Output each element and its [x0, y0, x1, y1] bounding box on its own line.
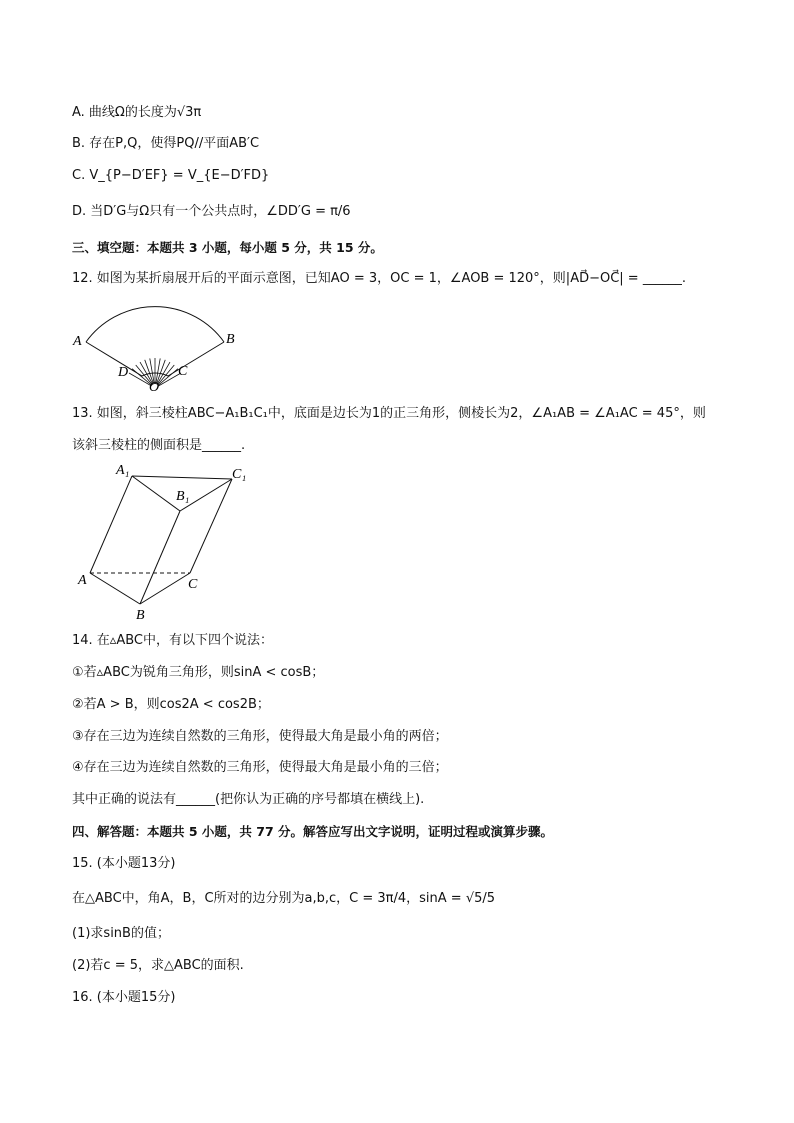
question-13-line-2: 该斜三棱柱的侧面积是______. [72, 438, 246, 453]
fan-label-d: D [118, 365, 129, 380]
question-14-statement-2: ②若A > B，则cos2A < cos2B； [72, 697, 270, 712]
section-3-header: 三、填空题：本题共 3 小题，每小题 5 分，共 15 分。 [72, 240, 383, 255]
prism-figure [72, 458, 262, 623]
question-14-stem: 14. 在▵ABC中，有以下四个说法： [72, 633, 273, 648]
question-15-part-2: (2)若c = 5，求△ABC的面积. [72, 958, 244, 973]
option-c: C. V_{P−D′EF} = V_{E−D′FD} [72, 168, 270, 183]
question-15-part-1: (1)求sinB的值； [72, 926, 170, 941]
prism-label-a: A [78, 573, 87, 588]
fan-label-b: B [226, 332, 235, 347]
question-15-title: 15. (本小题13分) [72, 856, 176, 871]
question-16-title: 16. (本小题15分) [72, 990, 176, 1005]
fan-label-o: O [149, 380, 160, 393]
fan-label-c: C [178, 364, 188, 379]
prism-label-a1: A₁ [116, 463, 130, 478]
question-13-line-1: 13. 如图，斜三棱柱ABC−A₁B₁C₁中，底面是边长为1的正三角形，侧棱长为2，∠A₁AB = ∠A₁AC = 45°，则 [72, 406, 706, 421]
fan-label-a: A [73, 334, 82, 349]
question-14-statement-3: ③存在三边为连续自然数的三角形，使得最大角是最小角的两倍； [72, 729, 448, 744]
fan-figure [70, 298, 240, 393]
prism-label-c: C [188, 577, 198, 592]
section-4-header: 四、解答题：本题共 5 小题，共 77 分。解答应写出文字说明，证明过程或演算步骤。 [72, 824, 554, 839]
option-a: A. 曲线Ω的长度为√3π [72, 105, 202, 120]
prism-label-b1: B₁ [176, 489, 190, 504]
option-b: B. 存在P,Q，使得PQ//平面AB′C [72, 136, 260, 151]
question-14-tail: 其中正确的说法有______(把你认为正确的序号都填在横线上). [72, 792, 425, 807]
question-12: 12. 如图为某折扇展开后的平面示意图，已知AO = 3，OC = 1，∠AOB = 120°，则|AD⃗−OC⃗| = ______. [72, 271, 686, 286]
question-14-statement-1: ①若▵ABC为锐角三角形，则sinA < cosB； [72, 665, 325, 680]
question-15-stem: 在△ABC中，角A，B，C所对的边分别为a,b,c，C = 3π/4，sinA = √5/5 [72, 891, 496, 906]
prism-label-c1: C₁ [232, 467, 247, 482]
question-14-statement-4: ④存在三边为连续自然数的三角形，使得最大角是最小角的三倍； [72, 760, 448, 775]
option-d: D. 当D′G与Ω只有一个公共点时，∠DD′G = π/6 [72, 204, 351, 219]
prism-label-b: B [136, 608, 145, 623]
